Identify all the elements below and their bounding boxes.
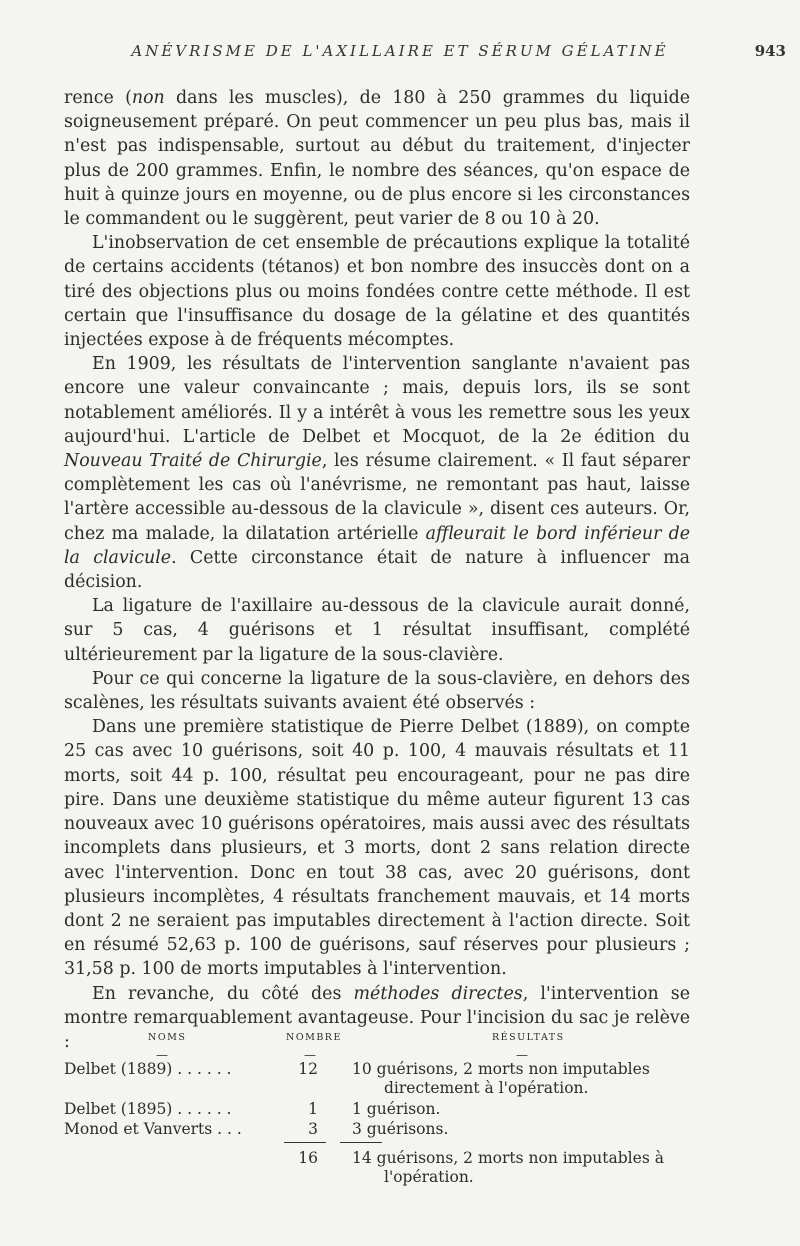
header-dash: — xyxy=(156,1048,168,1062)
paragraph-1: rence (non dans les muscles), de 180 à 250 grammes du liquide soigneusement préparé. On peut commencer un peu plus bas, mais il n'est pas indispensable, surtout au début du traitement, d'injecter plus de 200 grammes. Enfin, le nombre des séances, qu'on espace de huit à quinze jours en moyenne, ou de plus encore si les circonstances le commandent ou le suggèrent, peut varier de 8 ou 10 à 20. xyxy=(64,88,690,230)
row-result: 1 guérison. xyxy=(352,1100,441,1118)
row-name: Monod et Vanverts . . . xyxy=(64,1120,242,1138)
total-result: 14 guérisons, 2 morts non imputables à l'opération. xyxy=(352,1149,664,1186)
row-result: 10 guérisons, 2 morts non imputables directement à l'opération. xyxy=(352,1060,650,1097)
row-count: 1 xyxy=(308,1100,318,1118)
row-name: Delbet (1889) . . . . . . xyxy=(64,1060,232,1078)
paragraph-2: L'inobservation de cet ensemble de précautions explique la totalité de certains accidents (tétanos) et bon nombre des insuccès dont on a tiré des objections plus ou moins fondées contre cette méthode. Il est certain que l'insuffisance du dosage de la gélatine et des quantités injectées expose à de fréquents mécomptes. xyxy=(64,233,690,351)
page-number: 943 xyxy=(754,42,786,60)
header-dash: — xyxy=(304,1048,316,1062)
paragraph-3: En 1909, les résultats de l'intervention sanglante n'avaient pas encore une valeur convaincante ; mais, depuis lors, ils se sont notablement améliorés. Il y a intérêt à vous les remettre sous les yeux aujourd'hui. L'article de Delbet et Mocquot, de la 2e édition du Nouveau Traité de Chirurgie, les résume clairement. « Il faut séparer complètement les cas où l'anévrisme, ne remontant pas haut, laisse l'artère accessible au-dessous de la clavicule », disent ces auteurs. Or, chez ma malade, la dilatation artérielle affleurait le bord inférieur de la clavicule. Cette circonstance était de nature à influencer ma décision. xyxy=(64,354,690,593)
row-count: 12 xyxy=(298,1060,318,1078)
total-count: 16 xyxy=(298,1149,318,1167)
paragraph-6: Dans une première statistique de Pierre Delbet (1889), on compte 25 cas avec 10 guérisons, soit 40 p. 100, 4 mauvais résultats et 11 morts, soit 44 p. 100, résultat peu encourageant, pour ne pas dire pire. Dans une deuxième statistique du même auteur figurent 13 cas nouveaux avec 10 guérisons opératoires, mais aussi avec des résultats incomplets dans plusieurs, et 3 morts, dont 2 sans relation directe avec l'intervention. Donc en tout 38 cas, avec 20 guérisons, dont plusieurs incomplètes, 4 résultats franchement mauvais, et 14 morts dont 2 ne seraient pas imputables directement à l'action directe. Soit en résumé 52,63 p. 100 de guérisons, sauf réserves pour plusieurs ; 31,58 p. 100 de morts imputables à l'intervention. xyxy=(64,717,690,980)
running-title: ANÉVRISME DE L'AXILLAIRE ET SÉRUM GÉLATINÉ xyxy=(131,42,669,60)
total-rule-results xyxy=(340,1142,382,1143)
header-count: NOMBRE xyxy=(286,1032,342,1043)
row-name: Delbet (1895) . . . . . . xyxy=(64,1100,232,1118)
row-result: 3 guérisons. xyxy=(352,1120,449,1138)
total-rule-count xyxy=(284,1142,326,1143)
paragraph-4: La ligature de l'axillaire au-dessous de la clavicule aurait donné, sur 5 cas, 4 guérisons et 1 résultat insuffisant, complété ultérieurement par la ligature de la sous-clavière. xyxy=(64,596,690,665)
header-results: RÉSULTATS xyxy=(492,1032,565,1043)
header-dash: — xyxy=(516,1048,528,1062)
paragraph-5: Pour ce qui concerne la ligature de la sous-clavière, en dehors des scalènes, les résultats suivants avaient été observés : xyxy=(64,668,690,714)
body-text xyxy=(64,86,690,1054)
header-names: NOMS xyxy=(148,1032,187,1043)
paragraph-7: En revanche, du côté des méthodes directes, l'intervention se montre remarquablement avantageuse. Pour l'incision du sac je relève : xyxy=(64,983,691,1052)
row-count: 3 xyxy=(308,1120,318,1138)
